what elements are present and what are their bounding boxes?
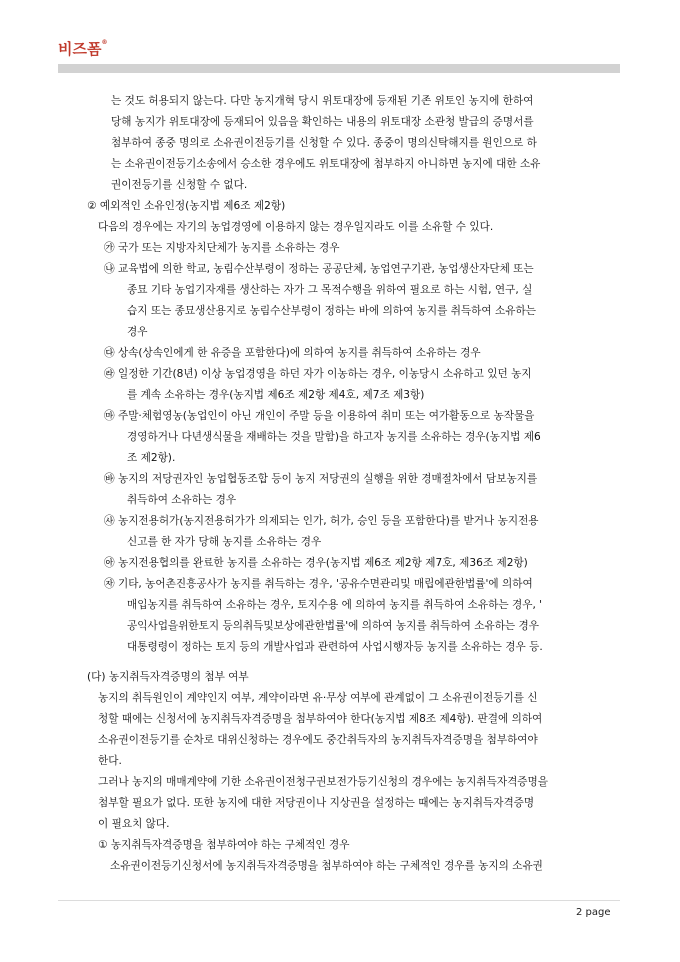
text-line: 공익사업을위한토지 등의취득및보상에관한법률'에 의하여 농지를 취득하여 소유하는 경우: [127, 620, 539, 632]
text-line: 는 것도 허용되지 않는다. 다만 농지개혁 당시 위토대장에 등재된 기존 위토인 농지에 한하여: [111, 95, 534, 107]
section-heading: ② 예외적인 소유인정(농지법 제6조 제2항): [87, 200, 286, 212]
text-line: 다음의 경우에는 자기의 농업경영에 이용하지 않는 경우일지라도 이를 소유할 수 있다.: [98, 221, 494, 233]
text-line: 당해 농지가 위토대장에 등재되어 있음을 확인하는 내용의 위토대장 소관청 발급의 증명서를: [111, 116, 534, 128]
text-line: 한다.: [98, 755, 122, 767]
text-line: 종묘 기타 농업기자재를 생산하는 자가 그 목적수행을 위하여 필요로 하는 시험, 연구, 실: [127, 284, 533, 296]
text-line: 첨부할 필요가 없다. 또한 농지에 대한 저당권이나 지상권을 설정하는 때에는 농지취득자격증명: [98, 797, 535, 809]
list-item: ㉶ 기타, 농어촌진흥공사가 농지를 취득하는 경우, '공유수면관리및 매립에관한법률'에 의하여: [104, 578, 533, 590]
text-line: 매입농지를 취득하여 소유하는 경우, 토지수용 에 의하여 농지를 취득하여 소유하는 경우, ': [127, 599, 543, 611]
text-line: 경우: [127, 326, 148, 338]
list-item: ① 농지취득자격증명을 첨부하여야 하는 구체적인 경우: [98, 839, 350, 851]
footer-rule: [58, 900, 620, 901]
text-line: 조 제2항).: [127, 452, 176, 464]
list-item: ㉰ 상속(상속인에게 한 유증을 포함한다)에 의하여 농지를 취득하여 소유하는 경우: [104, 347, 481, 359]
text-line: 를 계속 소유하는 경우(농지법 제6조 제2항 제4호, 제7조 제3항): [127, 389, 425, 401]
text-line: 신고를 한 자가 당해 농지를 소유하는 경우: [127, 536, 322, 548]
section-heading: (다) 농지취득자격증명의 첨부 여부: [87, 671, 249, 683]
list-item: ㉵ 농지전용협의를 완료한 농지를 소유하는 경우(농지법 제6조 제2항 제7호, 제36조 제2항): [104, 557, 528, 569]
list-item: ㉮ 국가 또는 지방자치단체가 농지를 소유하는 경우: [104, 242, 340, 254]
text-line: 습지 또는 종묘생산용지로 농림수산부령이 정하는 바에 의하여 농지를 취득하여 소유하는: [127, 305, 536, 317]
text-line: 청할 때에는 신청서에 농지취득자격증명을 첨부하여야 한다(농지법 제8조 제4항). 판결에 의하여: [98, 713, 543, 725]
page-number: 2 page: [576, 907, 611, 918]
header-bar: [58, 64, 620, 73]
text-line: 는 소유권이전등기소송에서 승소한 경우에도 위토대장에 첨부하지 아니하면 농지에 대한 소유: [111, 158, 541, 170]
text-line: 권이전등기를 신청할 수 없다.: [111, 179, 248, 191]
text-line: 대통령령이 정하는 토지 등의 개발사업과 관련하여 사업시행자등 농지를 소유하는 경우 등.: [127, 641, 543, 653]
list-item: ㉴ 농지전용허가(농지전용허가가 의제되는 인가, 허가, 승인 등을 포함한다)를 받거나 농지전용: [104, 515, 539, 527]
text-line: 소유권이전등기신청서에 농지취득자격증명을 첨부하여야 하는 구체적인 경우를 농지의 소유권: [110, 860, 543, 872]
list-item: ㉱ 일정한 기간(8년) 이상 농업경영을 하던 자가 이농하는 경우, 이농당시 소유하고 있던 농지: [104, 368, 532, 380]
list-item: ㉳ 농지의 저당권자인 농업협동조합 등이 농지 저당권의 실행을 위한 경매절차에서 담보농지를: [104, 473, 538, 485]
text-line: 첨부하여 종중 명의로 소유권이전등기를 신청할 수 있다. 종중이 명의신탁해지를 원인으로 하: [111, 137, 537, 149]
list-item: ㉯ 교육법에 의한 학교, 농림수산부령이 정하는 공공단체, 농업연구기관, 농업생산자단체 또는: [104, 263, 534, 275]
text-line: 취득하여 소유하는 경우: [127, 494, 237, 506]
text-line: 소유권이전등기를 순차로 대위신청하는 경우에도 중간취득자의 농지취득자격증명을 첨부하여야: [98, 734, 538, 746]
text-line: 이 필요치 않다.: [98, 818, 170, 830]
bizform-logo: 비즈폼®: [58, 39, 108, 58]
text-line: 그러나 농지의 매매계약에 기한 소유권이전청구권보전가등기신청의 경우에는 농지취득자격증명을: [98, 776, 549, 788]
text-line: 경영하거나 다년생식물을 재배하는 것을 말함)을 하고자 농지를 소유하는 경우(농지법 제6: [127, 431, 541, 443]
list-item: ㉲ 주말·체험영농(농업인이 아닌 개인이 주말 등을 이용하여 취미 또는 여가활동으로 농작물을: [104, 410, 535, 422]
text-line: 농지의 취득원인이 계약인지 여부, 계약이라면 유·무상 여부에 관계없이 그 소유권이전등기를 신: [98, 692, 538, 704]
